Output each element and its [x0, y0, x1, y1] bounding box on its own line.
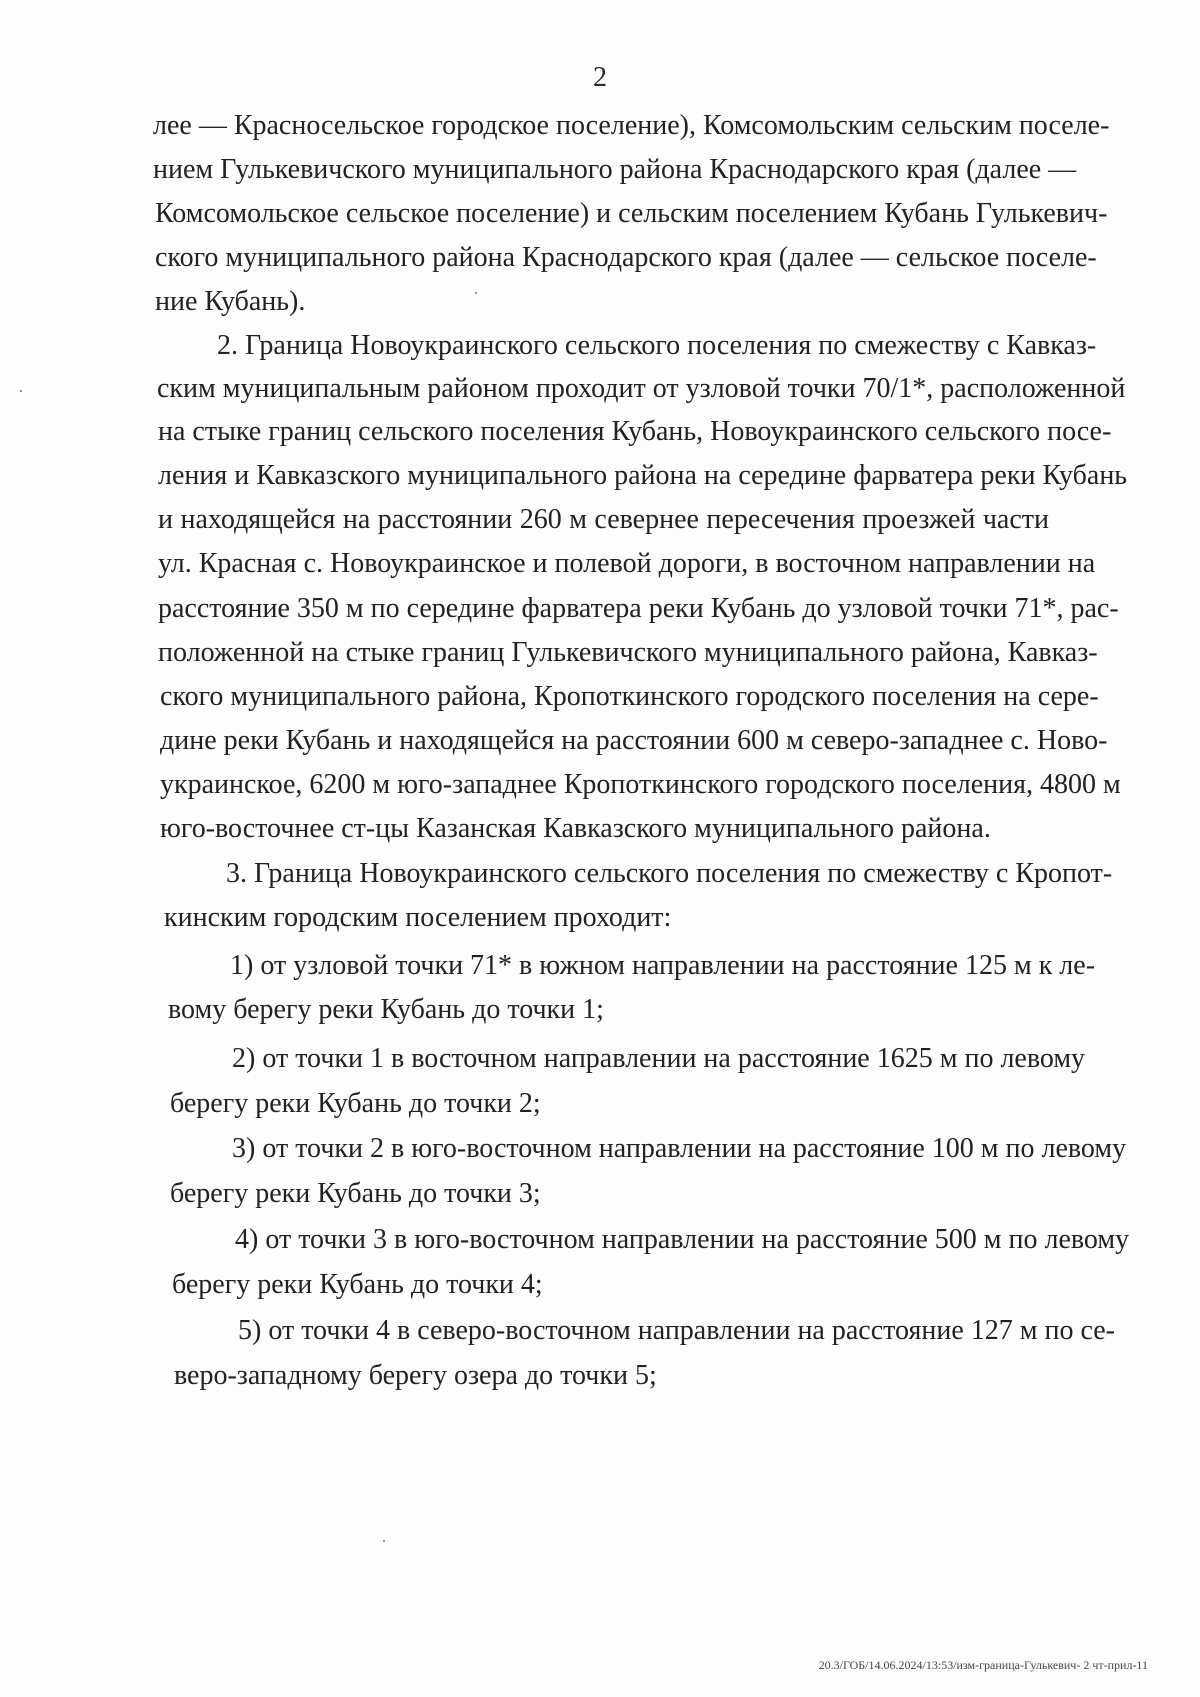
text-line: 4) от точки 3 в юго-восточном направлении на расстояние 500 м по левому [235, 1224, 1130, 1255]
text-line: юго-восточнее ст-цы Казанская Кавказского муниципального района. [160, 813, 991, 844]
text-line: лее — Красносельское городское поселение), Комсомольским сельским поселе- [153, 110, 1110, 141]
text-line: 2. Граница Новоукраинского сельского поселения по смежеству с Кавказ- [217, 330, 1097, 361]
text-line: ул. Красная с. Новоукраинское и полевой дороги, в восточном направлении на [158, 548, 1096, 579]
text-line: ского муниципального района Краснодарского края (далее — сельское поселе- [155, 242, 1097, 273]
text-line: ние Кубань). [155, 286, 306, 317]
scan-speck [383, 1540, 385, 1542]
text-line: ского муниципального района, Кропоткинского городского поселения на сере- [160, 681, 1099, 712]
document-footer-code: 20.3/ГОБ/14.06.2024/13:53/изм-граница-Гулькевич- 2 чт-прил-11 [818, 1658, 1148, 1672]
text-line: ления и Кавказского муниципального района на середине фарватера реки Кубань [158, 460, 1128, 491]
text-line: берегу реки Кубань до точки 3; [170, 1178, 541, 1209]
page-number: 2 [593, 62, 607, 93]
text-line: 2) от точки 1 в восточном направлении на расстояние 1625 м по левому [232, 1043, 1086, 1074]
scan-speck [475, 292, 477, 294]
text-line: на стыке границ сельского поселения Кубань, Новоукраинского сельского посе- [158, 416, 1112, 447]
text-line: нием Гулькевичского муниципального района Краснодарского края (далее — [153, 154, 1077, 185]
text-line: веро-западному берегу озера до точки 5; [174, 1360, 657, 1391]
text-line: 1) от узловой точки 71* в южном направлении на расстояние 125 м к ле- [230, 950, 1096, 981]
text-line: 3) от точки 2 в юго-восточном направлении на расстояние 100 м по левому [232, 1133, 1127, 1164]
text-line: Комсомольское сельское поселение) и сельским поселением Кубань Гулькевич- [155, 198, 1108, 229]
text-line: кинским городским поселением проходит: [164, 902, 672, 933]
text-line: берегу реки Кубань до точки 4; [172, 1269, 543, 1300]
text-line: 3. Граница Новоукраинского сельского поселения по смежеству с Кропот- [226, 858, 1113, 889]
text-line: расстояние 350 м по середине фарватера реки Кубань до узловой точки 71*, рас- [158, 593, 1119, 624]
scan-speck [20, 390, 22, 392]
text-line: положенной на стыке границ Гулькевичского муниципального района, Кавказ- [158, 637, 1098, 668]
text-line: берегу реки Кубань до точки 2; [170, 1088, 541, 1119]
text-line: и находящейся на расстоянии 260 м севернее пересечения проезжей части [158, 504, 1049, 535]
text-line: ским муниципальным районом проходит от узловой точки 70/1*, расположенной [157, 373, 1126, 404]
text-line: 5) от точки 4 в северо-восточном направлении на расстояние 127 м по се- [238, 1315, 1115, 1346]
text-line: вому берегу реки Кубань до точки 1; [168, 994, 604, 1025]
text-line: дине реки Кубань и находящейся на расстоянии 600 м северо-западнее с. Ново- [160, 725, 1108, 756]
text-line: украинское, 6200 м юго-западнее Кропоткинского городского поселения, 4800 м [160, 769, 1121, 800]
